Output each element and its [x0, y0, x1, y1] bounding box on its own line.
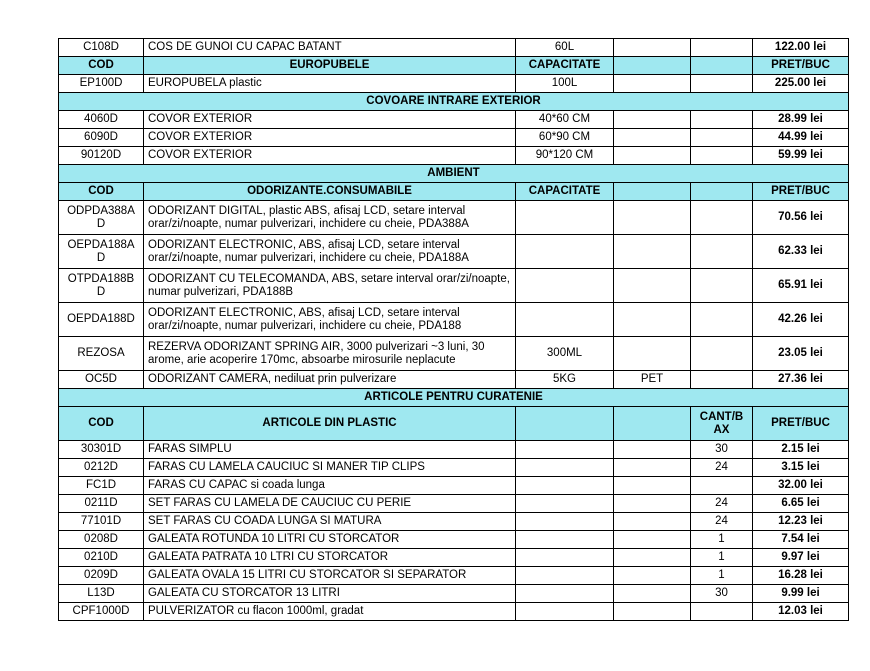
product-quantity: 1 [691, 531, 753, 549]
product-code: L13D [59, 585, 144, 603]
product-description: FARAS CU CAPAC si coada lunga [144, 477, 516, 495]
product-code: 0210D [59, 549, 144, 567]
table-row [59, 75, 849, 93]
product-price: 7.54 lei [753, 531, 849, 549]
section-row-ambient [59, 165, 849, 183]
product-description: REZERVA ODORIZANT SPRING AIR, 3000 pulverizari ~3 luni, 30 arome, arie acoperire 170mc, absoarbe mirosurile neplacute [144, 337, 516, 371]
product-code: C108D [59, 39, 144, 57]
product-code: 0211D [59, 495, 144, 513]
product-price: 62.33 lei [753, 235, 849, 269]
product-price: 65.91 lei [753, 269, 849, 303]
product-description: SET FARAS CU LAMELA DE CAUCIUC CU PERIE [144, 495, 516, 513]
product-code: CPF1000D [59, 603, 144, 621]
product-code: 30301D [59, 441, 144, 459]
product-code: 4060D [59, 111, 144, 129]
table-row [59, 147, 849, 165]
price-list-table [58, 38, 849, 621]
product-quantity: 30 [691, 441, 753, 459]
header-price: PRET/BUC [753, 57, 849, 75]
header-price: PRET/BUC [753, 183, 849, 201]
product-capacity: 100L [516, 75, 614, 93]
section-title: ARTICOLE PENTRU CURATENIE [59, 389, 849, 407]
product-description: ODORIZANT CAMERA, nediluat prin pulverizare [144, 371, 516, 389]
table-row [59, 495, 849, 513]
product-description: PULVERIZATOR cu flacon 1000ml, gradat [144, 603, 516, 621]
header-title: ODORIZANTE.CONSUMABILE [144, 183, 516, 201]
product-price: 9.99 lei [753, 585, 849, 603]
product-code: REZOSA [59, 337, 144, 371]
product-code: 90120D [59, 147, 144, 165]
product-description: COVOR EXTERIOR [144, 147, 516, 165]
product-quantity: 1 [691, 549, 753, 567]
product-code: 6090D [59, 129, 144, 147]
product-price: 27.36 lei [753, 371, 849, 389]
table-row [59, 477, 849, 495]
product-capacity: 300ML [516, 337, 614, 371]
header-cant: CANT/B AX [691, 407, 753, 441]
product-price: 32.00 lei [753, 477, 849, 495]
product-description: EUROPUBELA plastic [144, 75, 516, 93]
product-code: OEPDA188A D [59, 235, 144, 269]
product-code: 0208D [59, 531, 144, 549]
product-price: 16.28 lei [753, 567, 849, 585]
product-description: COVOR EXTERIOR [144, 111, 516, 129]
table-row [59, 39, 849, 57]
product-capacity: 60*90 CM [516, 129, 614, 147]
table-row [59, 585, 849, 603]
product-price: 70.56 lei [753, 201, 849, 235]
product-price: 6.65 lei [753, 495, 849, 513]
section-title: AMBIENT [59, 165, 849, 183]
product-description: ODORIZANT DIGITAL, plastic ABS, afisaj LCD, setare interval orar/zi/noapte, numar pulverizari, inchidere cu cheie, PDA388A [144, 201, 516, 235]
product-price: 225.00 lei [753, 75, 849, 93]
table-row [59, 201, 849, 235]
header-cod: COD [59, 183, 144, 201]
product-description: ODORIZANT ELECTRONIC, ABS, afisaj LCD, setare interval orar/zi/noapte, numar pulverizari, inchidere cu cheie, PDA188A [144, 235, 516, 269]
table-row [59, 549, 849, 567]
table-row [59, 441, 849, 459]
product-capacity: 90*120 CM [516, 147, 614, 165]
product-price: 12.23 lei [753, 513, 849, 531]
product-quantity: 24 [691, 513, 753, 531]
product-description: GALEATA CU STORCATOR 13 LITRI [144, 585, 516, 603]
table-row [59, 371, 849, 389]
table-row [59, 603, 849, 621]
section-row-curatenie [59, 389, 849, 407]
product-description: FARAS CU LAMELA CAUCIUC SI MANER TIP CLIPS [144, 459, 516, 477]
product-price: 3.15 lei [753, 459, 849, 477]
product-price: 59.99 lei [753, 147, 849, 165]
header-title: ARTICOLE DIN PLASTIC [144, 407, 516, 441]
product-capacity: 5KG [516, 371, 614, 389]
product-description: FARAS SIMPLU [144, 441, 516, 459]
table-row [59, 567, 849, 585]
product-price: 2.15 lei [753, 441, 849, 459]
header-capacity: CAPACITATE [516, 57, 614, 75]
product-description: COS DE GUNOI CU CAPAC BATANT [144, 39, 516, 57]
header-title: EUROPUBELE [144, 57, 516, 75]
section-row-covoare [59, 93, 849, 111]
product-price: 44.99 lei [753, 129, 849, 147]
product-code: ODPDA388A D [59, 201, 144, 235]
product-code: EP100D [59, 75, 144, 93]
product-price: 42.26 lei [753, 303, 849, 337]
table-row [59, 111, 849, 129]
header-capacity: CAPACITATE [516, 183, 614, 201]
product-price: 28.99 lei [753, 111, 849, 129]
product-quantity: 1 [691, 567, 753, 585]
product-price: 23.05 lei [753, 337, 849, 371]
product-code: OC5D [59, 371, 144, 389]
table-row [59, 531, 849, 549]
product-quantity [691, 603, 753, 621]
product-quantity [691, 477, 753, 495]
product-description: COVOR EXTERIOR [144, 129, 516, 147]
product-description: GALEATA ROTUNDA 10 LITRI CU STORCATOR [144, 531, 516, 549]
header-price: PRET/BUC [753, 407, 849, 441]
product-capacity: 60L [516, 39, 614, 57]
table-row [59, 303, 849, 337]
table-row [59, 337, 849, 371]
product-code: OEPDA188D [59, 303, 144, 337]
table-row [59, 235, 849, 269]
product-capacity: 40*60 CM [516, 111, 614, 129]
product-code: OTPDA188B D [59, 269, 144, 303]
table-row [59, 269, 849, 303]
table-row [59, 129, 849, 147]
product-price: 12.03 lei [753, 603, 849, 621]
header-cod: COD [59, 407, 144, 441]
product-description: ODORIZANT CU TELECOMANDA, ABS, setare interval orar/zi/noapte, numar pulverizari, PDA188B [144, 269, 516, 303]
product-code: 77101D [59, 513, 144, 531]
product-code: 0209D [59, 567, 144, 585]
product-description: ODORIZANT ELECTRONIC, ABS, afisaj LCD, setare interval orar/zi/noapte, numar pulverizari, inchidere cu cheie, PDA188 [144, 303, 516, 337]
product-description: GALEATA PATRATA 10 LTRI CU STORCATOR [144, 549, 516, 567]
table-row [59, 513, 849, 531]
product-quantity: 24 [691, 459, 753, 477]
table-row [59, 459, 849, 477]
product-packaging: PET [614, 371, 691, 389]
header-row-articole [59, 407, 849, 441]
product-description: GALEATA OVALA 15 LITRI CU STORCATOR SI SEPARATOR [144, 567, 516, 585]
product-price: 122.00 lei [753, 39, 849, 57]
header-row-europubele [59, 57, 849, 75]
header-row-odorizante [59, 183, 849, 201]
product-quantity: 24 [691, 495, 753, 513]
product-description: SET FARAS CU COADA LUNGA SI MATURA [144, 513, 516, 531]
product-price: 9.97 lei [753, 549, 849, 567]
product-quantity: 30 [691, 585, 753, 603]
product-code: 0212D [59, 459, 144, 477]
section-title: COVOARE INTRARE EXTERIOR [59, 93, 849, 111]
header-cod: COD [59, 57, 144, 75]
product-code: FC1D [59, 477, 144, 495]
